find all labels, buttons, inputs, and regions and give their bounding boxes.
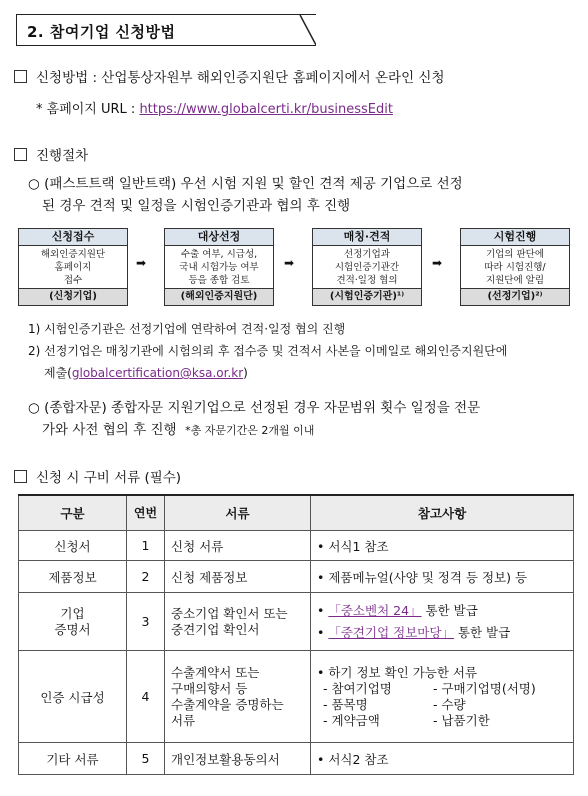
flow-step-matching	[312, 228, 422, 306]
homepage-url-link[interactable]: https://www.globalcerti.kr/businessEdit	[139, 102, 393, 117]
section-title: 2. 참여기업 신청방법	[27, 23, 176, 41]
consulting-period-note: *총 자문기간은 2개월 이내	[185, 424, 315, 437]
arrow-right-icon: ➡	[136, 256, 147, 270]
url-prefix: * 홈페이지 URL :	[36, 102, 140, 117]
flow-step-header: 신청접수	[19, 229, 127, 246]
arrow-right-icon: ➡	[284, 256, 295, 270]
flow-step-body: 해외인증지원단 홈페이지 접수	[40, 249, 106, 286]
flow-step-apply	[18, 228, 128, 306]
fasttrack-line-2: 된 경우 견적 및 일정을 시험인증기관과 협의 후 진행	[42, 198, 351, 214]
cert-note-cell: • 「중소벤처 24」 통한 발급 • 「중견기업 정보마당」 통한 발급	[311, 593, 574, 651]
table-row: 제품정보 2 신청 제품정보 • 제품메뉴얼(사양 및 정격 등 정보) 등	[19, 561, 574, 593]
process-heading-text: 진행절차	[36, 148, 89, 164]
fasttrack-line-1: ○ (패스트트랙 일반트랙) 우선 시험 지원 및 할인 견적 제공 기업으로 선정	[28, 176, 463, 192]
checkbox-square-icon	[14, 148, 27, 161]
required-docs-table	[18, 494, 574, 775]
flow-step-footer: (시험인증기관)¹⁾	[313, 288, 421, 305]
col-header-doc: 서류	[165, 495, 311, 531]
docs-heading	[14, 466, 181, 486]
footnote-2: 2) 선정기업은 매칭기관에 시험의뢰 후 접수증 및 견적서 사본을 이메일로 해외인증지원단에	[28, 344, 508, 358]
flow-step-header: 대상선정	[165, 229, 273, 246]
table-header-row	[19, 495, 574, 531]
consulting-line-1: ○ (종합자문) 종합자문 지원기업으로 선정된 경우 자문범위 횟수 일정을 전문	[28, 400, 481, 416]
flow-step-header: 시험진행	[461, 229, 569, 246]
sme-venture-24-link[interactable]: 「중소벤처 24」	[328, 602, 422, 618]
footnote-1: 1) 시험인증기관은 선정기업에 연락하여 견적·일정 협의 진행	[28, 322, 346, 336]
arrow-right-icon: ➡	[432, 256, 443, 270]
flow-step-body: 기업의 판단에 따라 시험진행/ 지원단에 알림	[484, 249, 546, 286]
flow-step-header: 매칭·견적	[313, 229, 421, 246]
table-row: 기업 증명서 3 중소기업 확인서 또는 중견기업 확인서 • 「중소벤처 24」 통한 발급 • 「중견기업 정보마당」 통한 발급	[19, 593, 574, 651]
section-title-box	[16, 14, 316, 46]
flow-step-footer: (해외인증지원단)	[165, 288, 273, 305]
homepage-url-line	[36, 98, 393, 117]
table-row: 신청서 1 신청 서류 • 서식1 참조	[19, 531, 574, 561]
urgency-note-cell: • 하기 정보 확인 가능한 서류 - 참여기업명 - 구매기업명(서명) - 품목명 - 수량 - 계약금액 - 납품기한	[311, 651, 574, 743]
flow-step-footer: (선정기업)²⁾	[461, 288, 569, 305]
apply-method-text: 신청방법 : 산업통상자원부 해외인증지원단 홈페이지에서 온라인 신청	[36, 70, 445, 86]
checkbox-square-icon	[14, 470, 27, 483]
table-row: 기타 서류 5 개인정보활용동의서 • 서식2 참조	[19, 743, 574, 775]
footnote-2-cont: 제출(globalcertification@ksa.or.kr)	[44, 366, 248, 380]
col-header-note: 참고사항	[311, 495, 574, 531]
col-header-category: 구분	[19, 495, 127, 531]
consulting-line-2: 가와 사전 협의 후 진행 *총 자문기간은 2개월 이내	[42, 422, 315, 438]
checkbox-square-icon	[14, 70, 27, 83]
col-header-no: 연번	[127, 495, 165, 531]
flow-step-testing	[460, 228, 570, 306]
apply-method-line	[14, 66, 444, 86]
flow-step-body: 선정기업과 시험인증기관간 견적·일정 협의	[334, 249, 400, 286]
table-row: 인증 시급성 4 수출계약서 또는 구매의향서 등 수출계약을 증명하는 서류 • 하기 정보 확인 가능한 서류 - 참여기업명 - 구매기업명(서명) - 품목명 - 수량 - 계약금액 - 납품기한	[19, 651, 574, 743]
flow-step-body: 수출 여부, 시급성, 국내 시험가능 여부 등을 종합 검토	[179, 249, 259, 286]
midsize-info-link[interactable]: 「중견기업 정보마당」	[328, 624, 454, 640]
flow-step-footer: (신청기업)	[19, 288, 127, 305]
email-link[interactable]: globalcertification@ksa.or.kr	[71, 366, 244, 380]
process-flow	[18, 228, 578, 308]
docs-heading-text: 신청 시 구비 서류 (필수)	[36, 470, 182, 486]
flow-step-select	[164, 228, 274, 306]
process-heading	[14, 144, 88, 164]
